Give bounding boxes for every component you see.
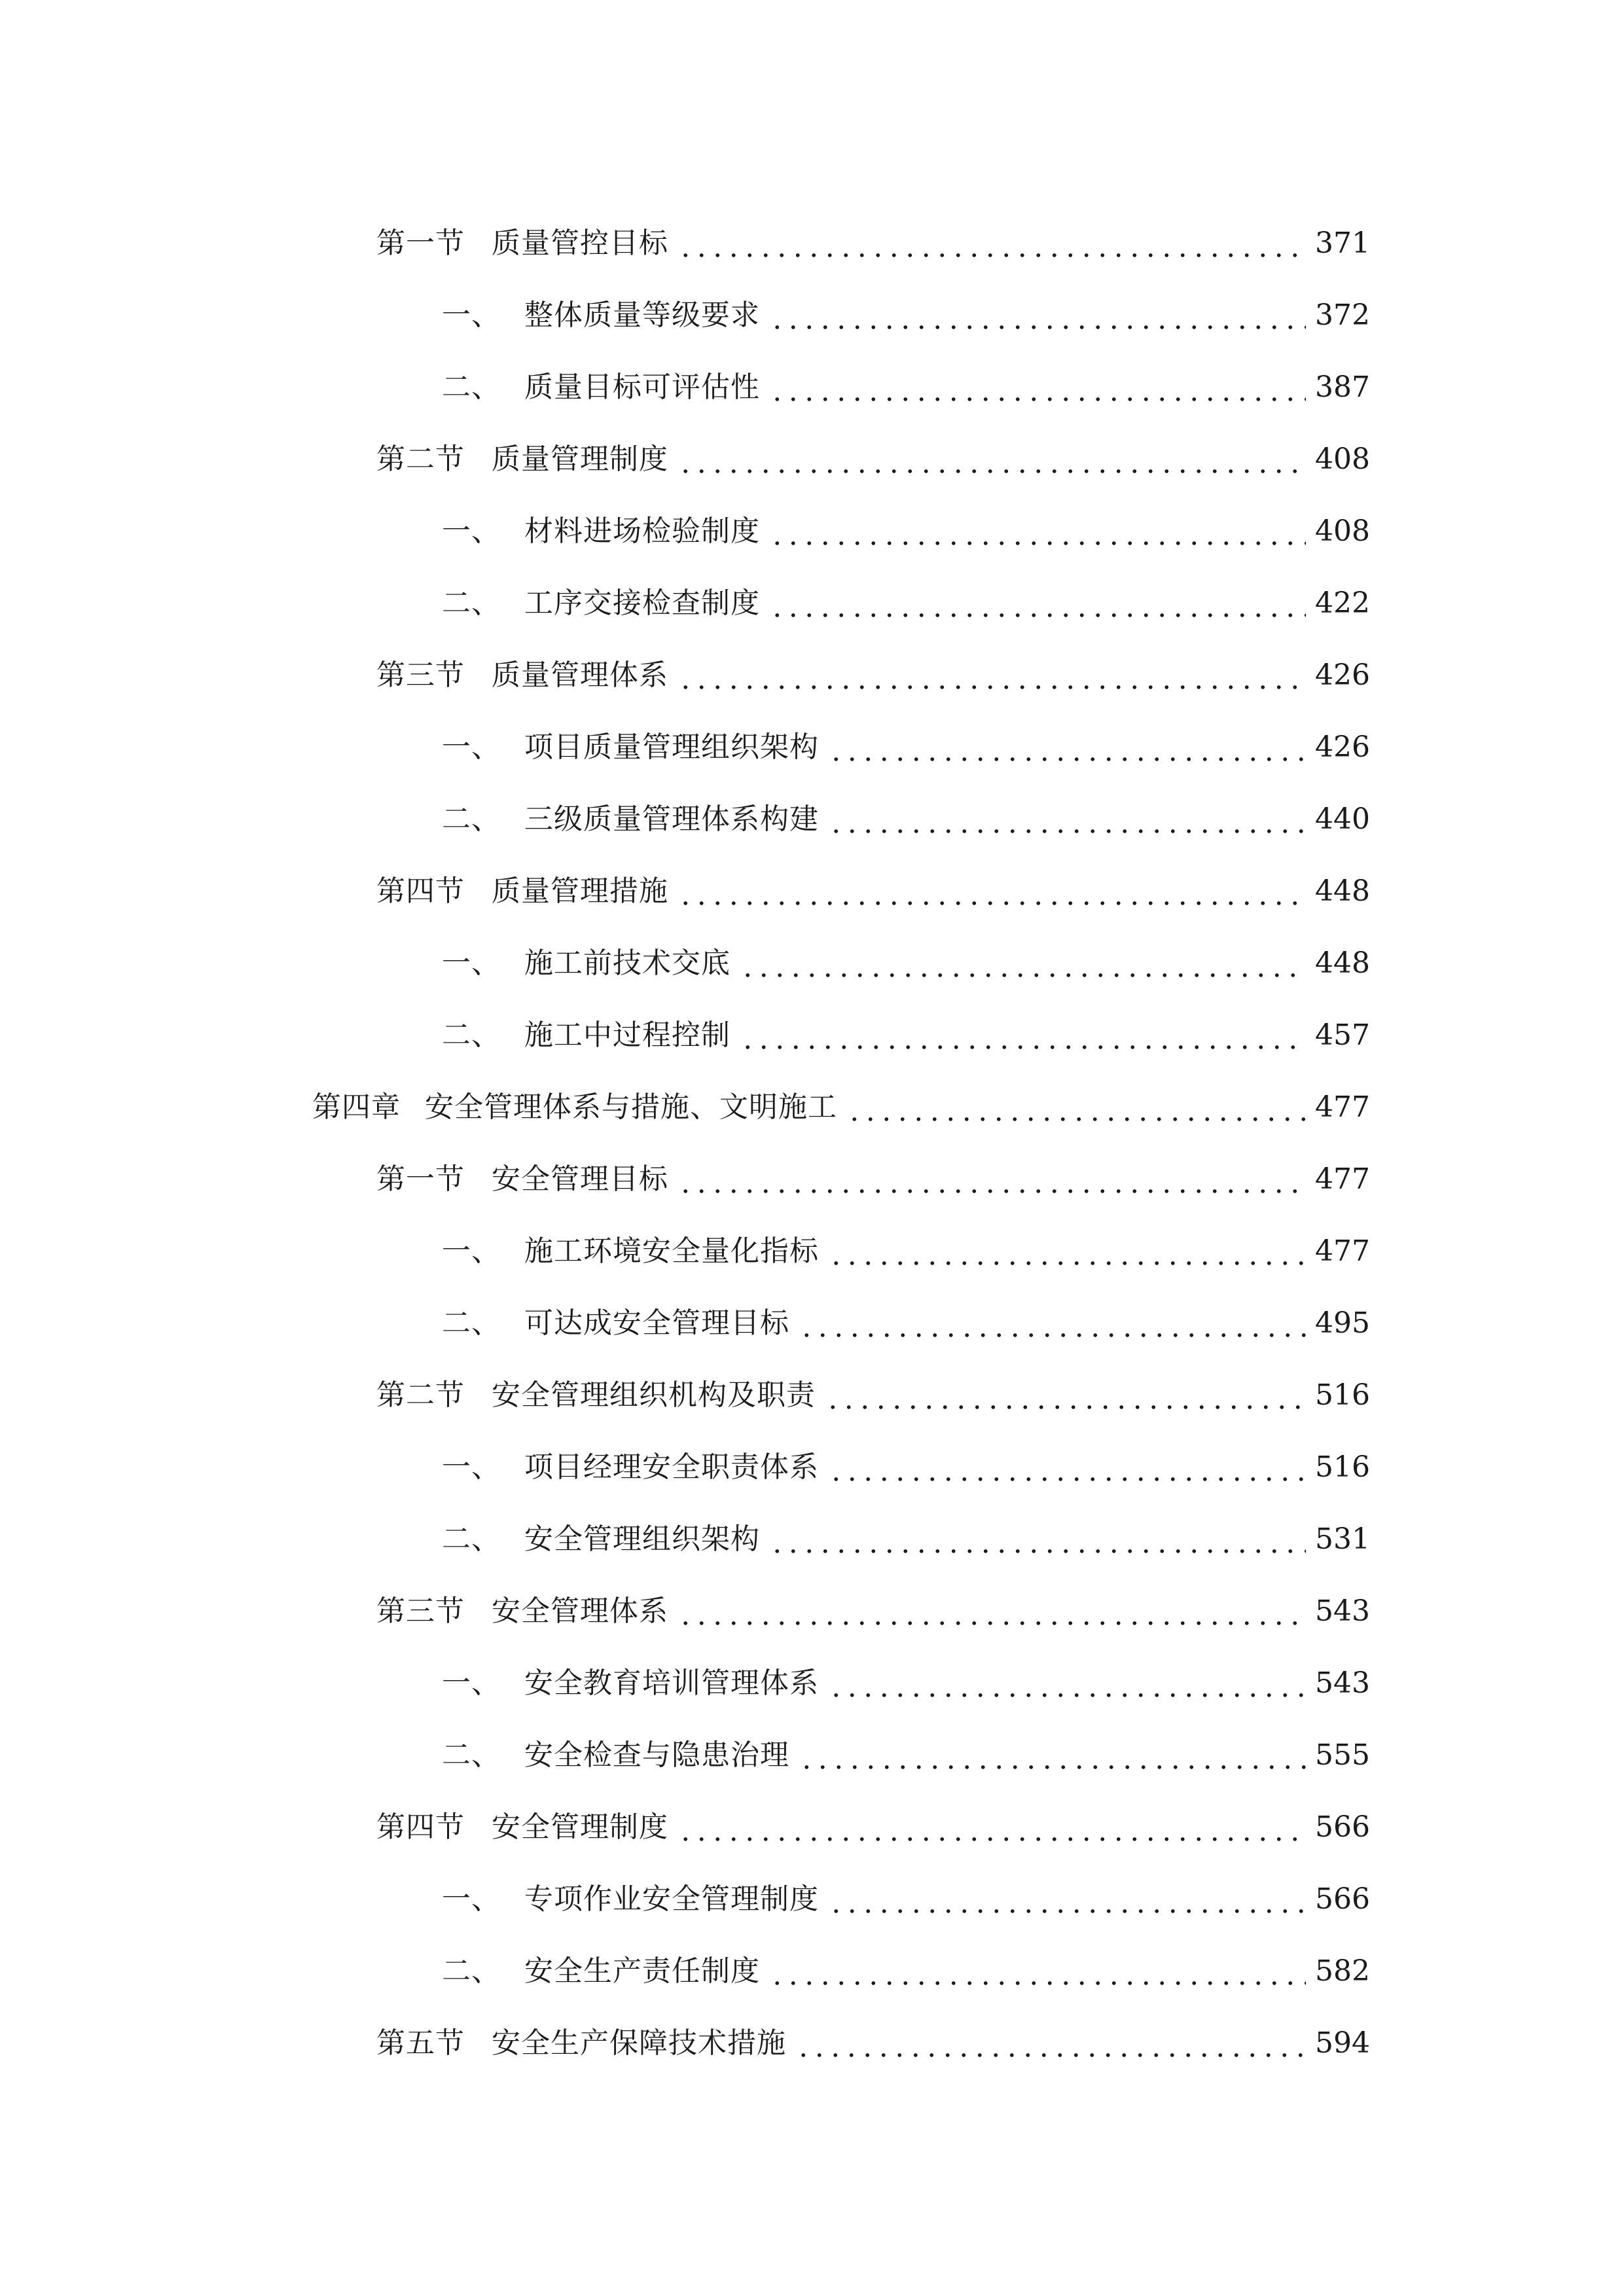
toc-entry-title bbox=[442, 1664, 819, 1703]
toc-entry-text: 整体质量等级要求 bbox=[524, 298, 760, 332]
toc-entry-text: 安全管理体系与措施、文明施工 bbox=[425, 1090, 837, 1124]
toc-entry-prefix: 第三节 bbox=[376, 1594, 465, 1628]
toc-entry-title bbox=[376, 1592, 668, 1631]
toc-entry-text: 安全管理组织架构 bbox=[524, 1522, 760, 1556]
toc-entry-page-number: 555 bbox=[1315, 1738, 1370, 1772]
toc-entry-text: 质量目标可评估性 bbox=[524, 370, 760, 404]
toc-entry[interactable] bbox=[0, 839, 1624, 911]
toc-entry[interactable] bbox=[0, 191, 1624, 263]
toc-entry[interactable] bbox=[0, 1559, 1624, 1631]
toc-entry-page-number: 477 bbox=[1315, 1162, 1370, 1196]
toc-entry-prefix: 二、 bbox=[442, 586, 501, 620]
toc-entry-title bbox=[376, 2024, 786, 2063]
dot-leader bbox=[677, 872, 1306, 911]
toc-entry-prefix: 一、 bbox=[442, 1234, 501, 1268]
toc-entry-prefix: 一、 bbox=[442, 1450, 501, 1484]
dot-leader bbox=[828, 728, 1306, 767]
toc-entry-page-number: 408 bbox=[1315, 514, 1370, 548]
toc-entry-prefix: 二、 bbox=[442, 1954, 501, 1988]
toc-entry-title bbox=[442, 1736, 789, 1775]
toc-entry-page-number: 387 bbox=[1315, 370, 1370, 404]
toc-entry-prefix: 二、 bbox=[442, 1738, 501, 1772]
dot-leader bbox=[740, 944, 1306, 983]
toc-entry[interactable] bbox=[0, 767, 1624, 839]
toc-entry-title bbox=[442, 296, 760, 335]
toc-entry-title bbox=[442, 1232, 819, 1271]
dot-leader bbox=[769, 1952, 1306, 1991]
toc-entry-page-number: 426 bbox=[1315, 658, 1370, 692]
toc-entry-prefix: 第四节 bbox=[376, 874, 465, 908]
toc-entry-page-number: 543 bbox=[1315, 1594, 1370, 1628]
toc-entry[interactable] bbox=[0, 1919, 1624, 1991]
toc-entry-text: 安全生产保障技术措施 bbox=[492, 2026, 786, 2060]
toc-entry[interactable] bbox=[0, 479, 1624, 551]
toc-entry[interactable] bbox=[0, 1199, 1624, 1271]
toc-entry-text: 三级质量管理体系构建 bbox=[524, 802, 819, 836]
toc-entry-page-number: 448 bbox=[1315, 874, 1370, 908]
toc-entry-title bbox=[442, 584, 760, 623]
toc-entry-page-number: 440 bbox=[1315, 802, 1370, 836]
toc-entry-text: 质量管控目标 bbox=[492, 226, 668, 260]
dot-leader bbox=[828, 1664, 1306, 1703]
toc-entry-prefix: 第五节 bbox=[376, 2026, 465, 2060]
toc-entry-title bbox=[442, 800, 819, 839]
toc-entry-page-number: 477 bbox=[1315, 1234, 1370, 1268]
toc-entry-prefix: 一、 bbox=[442, 514, 501, 548]
toc-entry-title bbox=[376, 872, 668, 911]
toc-entry-title bbox=[442, 512, 760, 551]
toc-entry-page-number: 448 bbox=[1315, 946, 1370, 980]
toc-entry[interactable] bbox=[0, 623, 1624, 695]
toc-entry-prefix: 第二节 bbox=[376, 1378, 465, 1412]
toc-entry[interactable] bbox=[0, 551, 1624, 623]
toc-entry-title bbox=[312, 1088, 837, 1127]
toc-entry-text: 工序交接检查制度 bbox=[524, 586, 760, 620]
toc-entry[interactable] bbox=[0, 983, 1624, 1055]
toc-entry-prefix: 二、 bbox=[442, 1522, 501, 1556]
dot-leader bbox=[799, 1304, 1306, 1343]
toc-entry-title bbox=[442, 1304, 789, 1343]
toc-entry-text: 专项作业安全管理制度 bbox=[524, 1882, 819, 1916]
toc-entry-page-number: 582 bbox=[1315, 1954, 1370, 1988]
dot-leader bbox=[846, 1088, 1306, 1127]
toc-entry-text: 施工中过程控制 bbox=[524, 1018, 731, 1052]
dot-leader bbox=[825, 1376, 1306, 1415]
toc-entry-prefix: 一、 bbox=[442, 1882, 501, 1916]
toc-entry-prefix: 一、 bbox=[442, 730, 501, 764]
toc-entry-prefix: 一、 bbox=[442, 946, 501, 980]
toc-entry-page-number: 495 bbox=[1315, 1306, 1370, 1340]
toc-entry-title bbox=[442, 1520, 760, 1559]
toc-entry-title bbox=[442, 1880, 819, 1919]
dot-leader bbox=[799, 1736, 1306, 1775]
toc-entry-text: 安全管理组织机构及职责 bbox=[492, 1378, 816, 1412]
toc-entry-prefix: 一、 bbox=[442, 1666, 501, 1700]
toc-entry-prefix: 一、 bbox=[442, 298, 501, 332]
toc-entry[interactable] bbox=[0, 1343, 1624, 1415]
dot-leader bbox=[677, 1592, 1306, 1631]
dot-leader bbox=[677, 440, 1306, 479]
dot-leader bbox=[828, 800, 1306, 839]
toc-entry-text: 质量管理措施 bbox=[492, 874, 668, 908]
toc-entry[interactable] bbox=[0, 335, 1624, 407]
dot-leader bbox=[795, 2024, 1306, 2063]
dot-leader bbox=[769, 296, 1306, 335]
toc-entry-page-number: 566 bbox=[1315, 1882, 1370, 1916]
dot-leader bbox=[677, 1160, 1306, 1199]
toc-entry-title bbox=[442, 1448, 819, 1487]
toc-entry-text: 安全教育培训管理体系 bbox=[524, 1666, 819, 1700]
toc-entry-title bbox=[442, 368, 760, 407]
toc-entry-text: 安全管理体系 bbox=[492, 1594, 668, 1628]
toc-entry-page-number: 594 bbox=[1315, 2026, 1370, 2060]
toc-entry-prefix: 第三节 bbox=[376, 658, 465, 692]
toc-entry-title bbox=[442, 1016, 731, 1055]
toc-entry-text: 质量管理制度 bbox=[492, 442, 668, 476]
toc-entry-title bbox=[376, 656, 668, 695]
toc-entry[interactable] bbox=[0, 1631, 1624, 1703]
dot-leader bbox=[740, 1016, 1306, 1055]
toc-entry-page-number: 371 bbox=[1315, 226, 1370, 260]
table-of-contents bbox=[0, 191, 1624, 2063]
toc-entry-page-number: 408 bbox=[1315, 442, 1370, 476]
dot-leader bbox=[828, 1232, 1306, 1271]
toc-entry[interactable] bbox=[0, 1703, 1624, 1775]
toc-entry[interactable] bbox=[0, 1775, 1624, 1847]
toc-entry-prefix: 第四节 bbox=[376, 1810, 465, 1844]
toc-entry-text: 安全管理制度 bbox=[492, 1810, 668, 1844]
toc-entry-prefix: 二、 bbox=[442, 802, 501, 836]
toc-entry-text: 可达成安全管理目标 bbox=[524, 1306, 789, 1340]
toc-entry-text: 施工前技术交底 bbox=[524, 946, 731, 980]
dot-leader bbox=[677, 656, 1306, 695]
toc-entry-text: 施工环境安全量化指标 bbox=[524, 1234, 819, 1268]
toc-entry-title bbox=[376, 1376, 816, 1415]
toc-entry-title bbox=[442, 944, 731, 983]
toc-entry[interactable] bbox=[0, 695, 1624, 767]
toc-entry-text: 安全检查与隐患治理 bbox=[524, 1738, 789, 1772]
toc-entry-text: 项目经理安全职责体系 bbox=[524, 1450, 819, 1484]
dot-leader bbox=[828, 1448, 1306, 1487]
toc-entry[interactable] bbox=[0, 911, 1624, 983]
toc-entry-text: 材料进场检验制度 bbox=[524, 514, 760, 548]
toc-entry[interactable] bbox=[0, 407, 1624, 479]
toc-entry-title bbox=[376, 1160, 668, 1199]
dot-leader bbox=[677, 1808, 1306, 1847]
toc-entry-page-number: 422 bbox=[1315, 586, 1370, 620]
dot-leader bbox=[769, 512, 1306, 551]
toc-entry-title bbox=[376, 224, 668, 263]
toc-entry-title bbox=[442, 728, 819, 767]
toc-entry[interactable] bbox=[0, 1055, 1624, 1127]
toc-entry-page-number: 426 bbox=[1315, 730, 1370, 764]
toc-entry[interactable] bbox=[0, 1415, 1624, 1487]
toc-entry[interactable] bbox=[0, 1127, 1624, 1199]
toc-entry-page-number: 457 bbox=[1315, 1018, 1370, 1052]
dot-leader bbox=[769, 584, 1306, 623]
toc-entry-prefix: 第四章 bbox=[312, 1090, 401, 1124]
toc-entry[interactable] bbox=[0, 1487, 1624, 1559]
toc-entry-title bbox=[442, 1952, 760, 1991]
toc-entry-page-number: 531 bbox=[1315, 1522, 1370, 1556]
dot-leader bbox=[769, 368, 1306, 407]
toc-entry[interactable] bbox=[0, 1271, 1624, 1343]
toc-entry-page-number: 566 bbox=[1315, 1810, 1370, 1844]
toc-entry-page-number: 477 bbox=[1315, 1090, 1370, 1124]
toc-entry-prefix: 二、 bbox=[442, 1306, 501, 1340]
toc-entry-text: 安全生产责任制度 bbox=[524, 1954, 760, 1988]
toc-entry-text: 项目质量管理组织架构 bbox=[524, 730, 819, 764]
toc-entry-page-number: 516 bbox=[1315, 1450, 1370, 1484]
toc-entry-title bbox=[376, 1808, 668, 1847]
toc-entry[interactable] bbox=[0, 263, 1624, 335]
toc-entry-page-number: 516 bbox=[1315, 1378, 1370, 1412]
toc-entry-text: 质量管理体系 bbox=[492, 658, 668, 692]
toc-entry-prefix: 第二节 bbox=[376, 442, 465, 476]
toc-entry-title bbox=[376, 440, 668, 479]
toc-entry-prefix: 第一节 bbox=[376, 226, 465, 260]
dot-leader bbox=[828, 1880, 1306, 1919]
toc-entry-page-number: 372 bbox=[1315, 298, 1370, 332]
toc-entry[interactable] bbox=[0, 1847, 1624, 1919]
toc-entry-prefix: 第一节 bbox=[376, 1162, 465, 1196]
dot-leader bbox=[769, 1520, 1306, 1559]
toc-entry-text: 安全管理目标 bbox=[492, 1162, 668, 1196]
toc-entry-prefix: 二、 bbox=[442, 1018, 501, 1052]
toc-entry-prefix: 二、 bbox=[442, 370, 501, 404]
toc-entry[interactable] bbox=[0, 1991, 1624, 2063]
dot-leader bbox=[677, 224, 1306, 263]
toc-entry-page-number: 543 bbox=[1315, 1666, 1370, 1700]
